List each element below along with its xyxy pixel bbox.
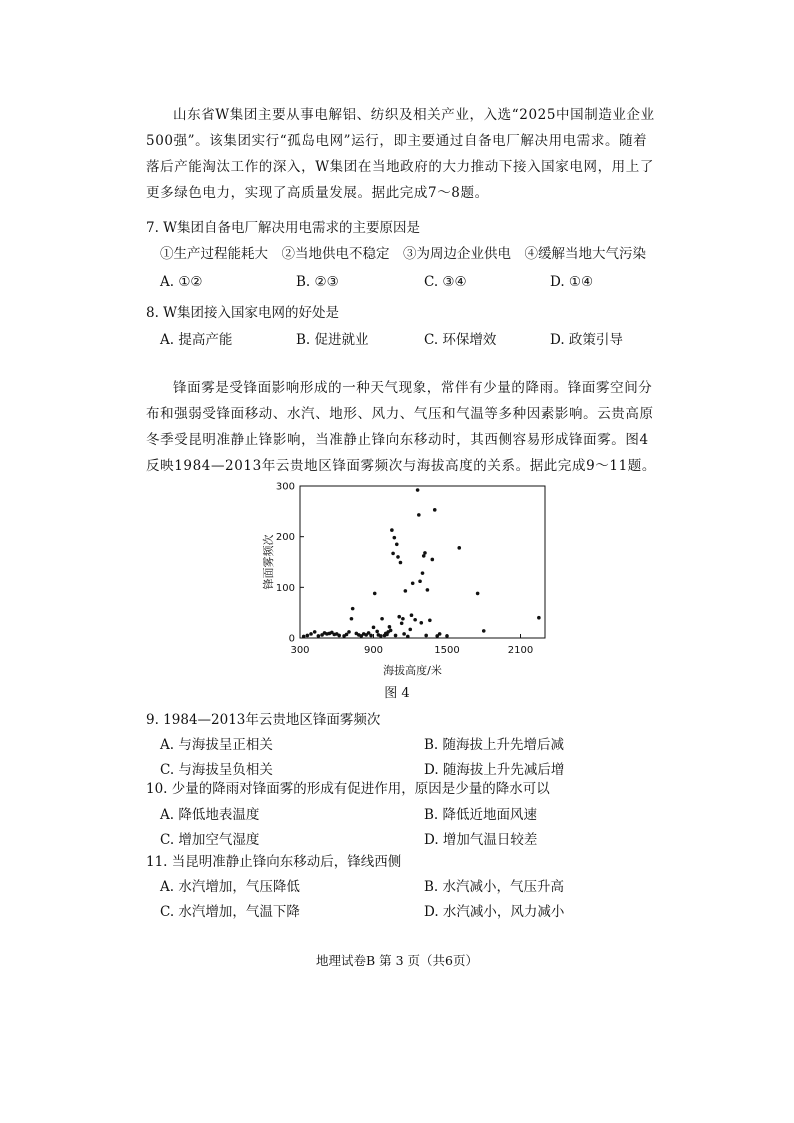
data-point — [421, 571, 425, 575]
data-point — [375, 630, 379, 634]
data-point — [369, 634, 373, 638]
data-point — [309, 632, 313, 636]
passage-2: 锋面雾是受锋面影响形成的一种天气现象，常伴有少量的降雨。锋面雾空间分布和强弱受锋面移动、水汽、地形、风力、气压和气温等多种因素影响。云贵高原冬季受昆明准静止锋影响，当准静止锋向东移动时，其西侧容易形成锋面雾。图4反映1984—2013年云贵地区锋面雾频次与海拔高度的关系。据此完成9～11题。 — [146, 380, 656, 474]
q11-option-b[interactable]: B. 水汽减小，气压升高 — [424, 879, 565, 895]
data-point — [388, 625, 392, 629]
data-point — [393, 536, 397, 540]
data-point — [394, 634, 398, 638]
data-point — [419, 621, 423, 625]
passage-1: 山东省W集团主要从事电解铝、纺织及相关产业，入选“2025中国制造业企业500强”。该集团实行“孤岛电网”运行，即主要通过自备电厂解决用电需求。随着落后产能淘汰工作的深入，W集团在当地政府的大力推动下接入国家电网，用上了更多绿色电力，实现了高质量发展。据此完成7～8题。 — [146, 107, 655, 201]
data-point — [413, 618, 417, 622]
x-tick-label: 900 — [363, 645, 384, 656]
q9-option-a[interactable]: A. 与海拔呈正相关 — [160, 737, 273, 753]
data-point — [372, 626, 376, 630]
data-point — [396, 555, 400, 559]
data-point — [390, 528, 394, 532]
data-point — [351, 607, 355, 611]
data-point — [438, 632, 442, 636]
figure-caption: 图 4 — [384, 686, 410, 701]
data-point — [404, 589, 408, 593]
data-point — [482, 629, 486, 633]
y-tick-label: 300 — [275, 481, 295, 493]
q11-option-c[interactable]: C. 水汽增加，气温下降 — [160, 904, 300, 920]
data-point — [417, 513, 421, 517]
plot-frame — [300, 486, 545, 638]
data-point — [411, 581, 415, 585]
data-point — [399, 561, 403, 565]
data-point — [400, 622, 404, 626]
y-tick-label: 100 — [275, 582, 295, 594]
data-point — [380, 617, 384, 621]
data-point — [373, 592, 377, 596]
q10-option-c[interactable]: C. 增加空气湿度 — [160, 832, 260, 848]
data-point — [423, 551, 427, 555]
data-point — [317, 634, 321, 638]
data-point — [410, 613, 414, 617]
q11-option-a[interactable]: A. 水汽增加，气压降低 — [160, 879, 300, 895]
y-tick-label: 0 — [288, 633, 295, 645]
data-point — [379, 634, 383, 638]
data-point — [402, 632, 406, 636]
data-point — [337, 634, 341, 638]
data-point — [389, 629, 393, 633]
x-axis-label: 海拔高度/米 — [383, 664, 442, 677]
data-point — [391, 552, 395, 556]
q7-option-a[interactable]: A. ①② — [160, 274, 203, 290]
question-9-stem: 9. 1984—2013年云贵地区锋面雾频次 — [146, 712, 381, 728]
y-axis-label: 锋面雾频次 — [262, 534, 275, 590]
y-tick-label: 200 — [275, 532, 295, 544]
q7-option-c[interactable]: C. ③④ — [424, 274, 467, 290]
q8-option-d[interactable]: D. 政策引导 — [550, 332, 623, 348]
q11-option-d[interactable]: D. 水汽减小，风力减小 — [424, 904, 565, 920]
question-8-stem: 8. W集团接入国家电网的好处是 — [146, 305, 340, 321]
q7-option-d[interactable]: D. ①④ — [550, 274, 594, 290]
data-point — [313, 630, 317, 634]
data-point — [418, 579, 422, 583]
data-point — [350, 617, 354, 621]
data-point — [347, 630, 351, 634]
data-point — [397, 615, 401, 619]
data-point — [431, 558, 435, 562]
q9-option-d[interactable]: D. 随海拔上升先减后增 — [424, 762, 565, 778]
data-point — [395, 542, 399, 546]
question-10-stem: 10. 少量的降雨对锋面雾的形成有促进作用，原因是少量的降水可以 — [146, 781, 550, 797]
q7-option-b[interactable]: B. ②③ — [296, 274, 339, 290]
data-point — [406, 635, 410, 639]
data-point — [408, 628, 412, 632]
question-7-stem: 7. W集团自备电厂解决用电需求的主要原因是 — [146, 220, 421, 236]
q9-option-c[interactable]: C. 与海拔呈负相关 — [160, 762, 273, 778]
page-footer: 地理试卷B 第 3 页（共6页） — [315, 953, 478, 968]
question-11-stem: 11. 当昆明准静止锋向东移动后，锋线西侧 — [146, 854, 402, 870]
data-point — [433, 508, 437, 512]
data-point — [457, 546, 461, 550]
data-point — [306, 634, 310, 638]
q10-option-d[interactable]: D. 增加气温日较差 — [424, 832, 538, 848]
q10-option-a[interactable]: A. 降低地表温度 — [160, 807, 260, 823]
q8-option-a[interactable]: A. 提高产能 — [160, 332, 233, 348]
data-point — [302, 635, 306, 639]
data-point — [401, 617, 405, 621]
data-point — [424, 634, 428, 638]
data-point — [476, 592, 480, 596]
data-point — [428, 618, 432, 622]
question-7-items: ①生产过程能耗大 ②当地供电不稳定 ③为周边企业供电 ④缓解当地大气污染 — [160, 246, 646, 262]
q9-option-b[interactable]: B. 随海拔上升先增后减 — [424, 737, 565, 753]
q8-option-c[interactable]: C. 环保增效 — [424, 332, 497, 348]
data-point — [445, 634, 449, 638]
x-tick-label: 2100 — [507, 645, 534, 656]
x-tick-label: 1500 — [434, 645, 460, 656]
x-tick-label: 300 — [290, 645, 310, 656]
q8-option-b[interactable]: B. 促进就业 — [296, 332, 369, 348]
data-point — [426, 588, 430, 592]
q10-option-b[interactable]: B. 降低近地面风速 — [424, 807, 538, 823]
scatter-chart — [250, 478, 560, 678]
data-point — [537, 616, 541, 620]
data-point — [416, 488, 420, 492]
